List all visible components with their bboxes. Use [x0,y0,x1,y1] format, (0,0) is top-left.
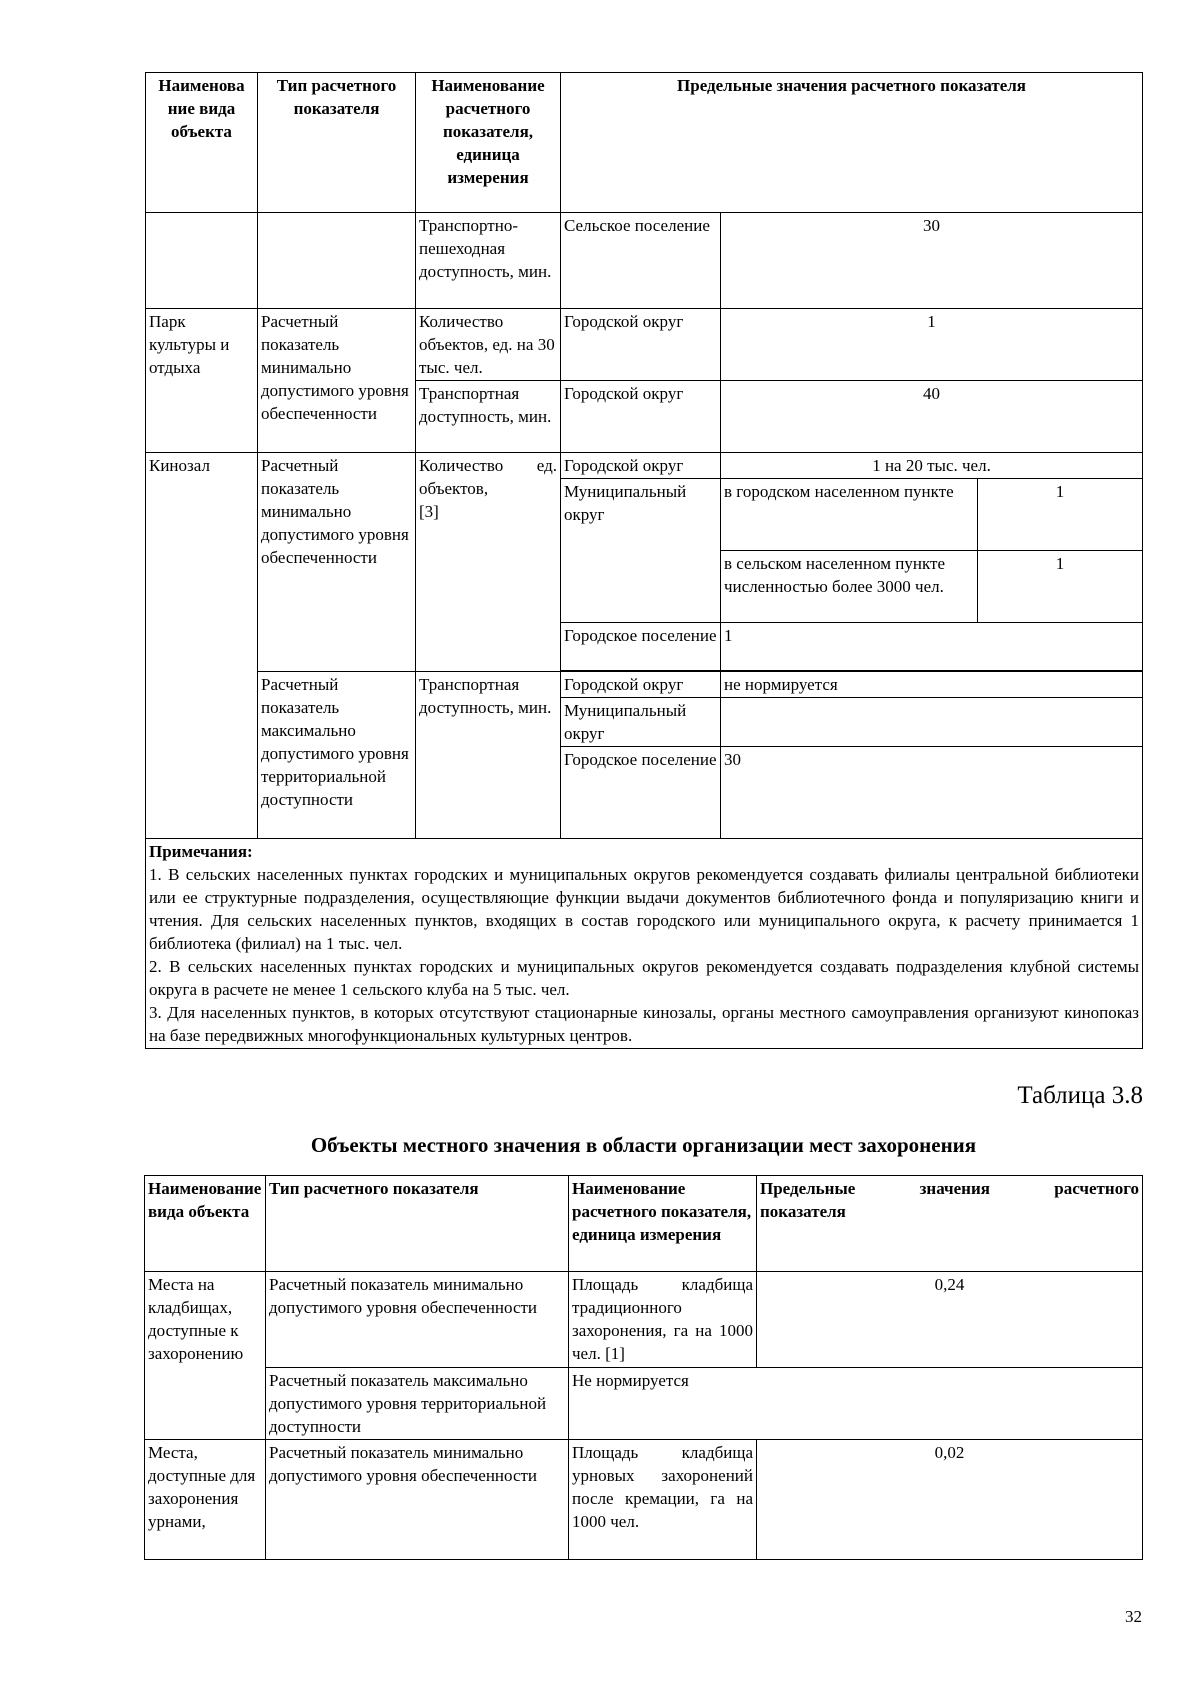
table-row [146,309,1143,381]
cell-area: Городской округ [561,309,721,381]
indicator-count-ref: [3] [419,502,439,521]
cell-area: Городской округ [561,453,721,479]
cell-subarea: в городском населенном пункте [721,479,978,551]
table-header-row [145,1176,1143,1272]
cell-area: Городское поселение [561,623,721,671]
cell-indicator: Площадь кладбища урновых захоронений после кремации, га на 1000 чел. [569,1440,757,1560]
header-object-type: Наименование вида объекта [145,1176,266,1272]
cell-value: 30 [721,213,1143,309]
indicator-count-unit: ед. [536,456,557,475]
cell-indicator: Транспортно-пешеходная доступность, мин. [416,213,561,309]
cell-value: 1 [721,623,1143,671]
header-limit-line [760,1177,1139,1200]
cell-indicator: Транспортная доступность, мин. [416,381,561,453]
indicator-count-line [419,454,557,500]
notes-row [146,839,1143,1049]
header-limit-values [757,1176,1143,1272]
note-3: 3. Для населенных пунктов, в которых отсутствуют стационарные кинозалы, органы местного самоуправления организуют кинопоказ на базе передвижных многофункциональных культурных центров. [149,1003,1140,1045]
header-indicator-type: Тип расчетного показателя [266,1176,569,1272]
cell-indicator: Количество объектов, ед. на 30 тыс. чел. [416,309,561,381]
cell-type: Расчетный показатель минимально допустимого уровня обеспеченности [266,1272,569,1368]
culture-objects-table [145,72,1143,1049]
cell-type: Расчетный показатель максимально допустимого уровня территориальной доступности [266,1368,569,1440]
header-indicator-type: Тип расчетного показателя [258,73,416,213]
cell-value: Не нормируется [569,1368,1143,1440]
cell-value: 1 [721,309,1143,381]
cell-indicator: Площадь кладбища традиционного захоронения, га на 1000 чел. [1] [569,1272,757,1368]
cell-value: 30 [721,747,1143,839]
header-limit-word: расчетного [1054,1179,1139,1198]
table-header-row [146,73,1143,213]
cell-indicator: Транспортная доступность, мин. [416,672,561,839]
table-title: Объекты местного значения в области организации мест захоронения [310,1133,977,1157]
cell-value: 0,24 [757,1272,1143,1368]
cell-object: Места, доступные для захоронения урнами, [145,1440,266,1560]
header-indicator-name: Наименование расчетного показателя, единица измерения [569,1176,757,1272]
page-number: 32 [1125,1607,1142,1626]
cell-value-empty [721,698,1143,747]
cell-value: 1 на 20 тыс. чел. [721,453,1143,479]
header-limit-word: значения [919,1179,990,1198]
table-row [145,1440,1143,1560]
header-limit-word: Предельные [760,1179,856,1198]
cell-value: 1 [978,479,1143,551]
notes-cell [146,839,1143,1049]
cell-value: 40 [721,381,1143,453]
notes-title: Примечания: [149,842,253,861]
cell-area: Муниципальный округ [561,479,721,623]
cell-area: Городской округ [561,381,721,453]
cell-object-cinema: Кинозал [146,453,258,839]
cell-value: 0,02 [757,1440,1143,1560]
header-limit-word: показателя [760,1202,846,1221]
cell-value: 1 [978,551,1143,623]
header-limit-values: Предельные значения расчетного показателя [561,73,1143,213]
cell-empty [146,213,258,309]
cell-object: Места на кладбищах, доступные к захоронению [145,1272,266,1440]
cell-type: Расчетный показатель минимально допустимого уровня обеспеченности [258,309,416,453]
table-row [146,672,1143,698]
table-row [146,213,1143,309]
cell-object-park: Парк культуры и отдыха [146,309,258,453]
header-indicator-name: Наименование расчетного показателя, единица измерения [416,73,561,213]
indicator-count-text: Количество объектов, [419,456,504,498]
cell-empty [258,213,416,309]
table-row [145,1368,1143,1440]
note-2: 2. В сельских населенных пунктах городских и муниципальных округов рекомендуется создавать подразделения клубной системы округа в расчете не менее 1 сельского клуба на 5 тыс. чел. [149,957,1140,999]
note-1: 1. В сельских населенных пунктах городских и муниципальных округов рекомендуется создавать филиалы центральной библиотеки или ее структурные подразделения, осуществляющие функции выдачи документов библиотечного фонда и популяризацию книги и чтения. Для сельских населенных пунктов, входящих в состав городского или муниципального округа, к расчету принимается 1 библиотека (филиал) на 1 тыс. чел. [149,865,1140,953]
cell-value: не нормируется [721,672,1143,698]
cell-indicator [416,453,561,672]
cell-type: Расчетный показатель максимально допустимого уровня территориальной доступности [258,672,416,839]
burial-objects-table [144,1175,1143,1560]
table-row [145,1272,1143,1368]
cell-area: Муниципальный округ [561,698,721,747]
table-label: Таблица 3.8 [1017,1082,1143,1109]
header-object-type: Наименова ние вида объекта [146,73,258,213]
cell-subarea: в сельском населенном пункте численностью более 3000 чел. [721,551,978,623]
cell-type: Расчетный показатель минимально допустимого уровня обеспеченности [258,453,416,672]
cell-area: Городское поселение [561,747,721,839]
cell-area: Городской округ [561,672,721,698]
cell-type: Расчетный показатель минимально допустимого уровня обеспеченности [266,1440,569,1560]
cell-area: Сельское поселение [561,213,721,309]
table-row [146,453,1143,479]
